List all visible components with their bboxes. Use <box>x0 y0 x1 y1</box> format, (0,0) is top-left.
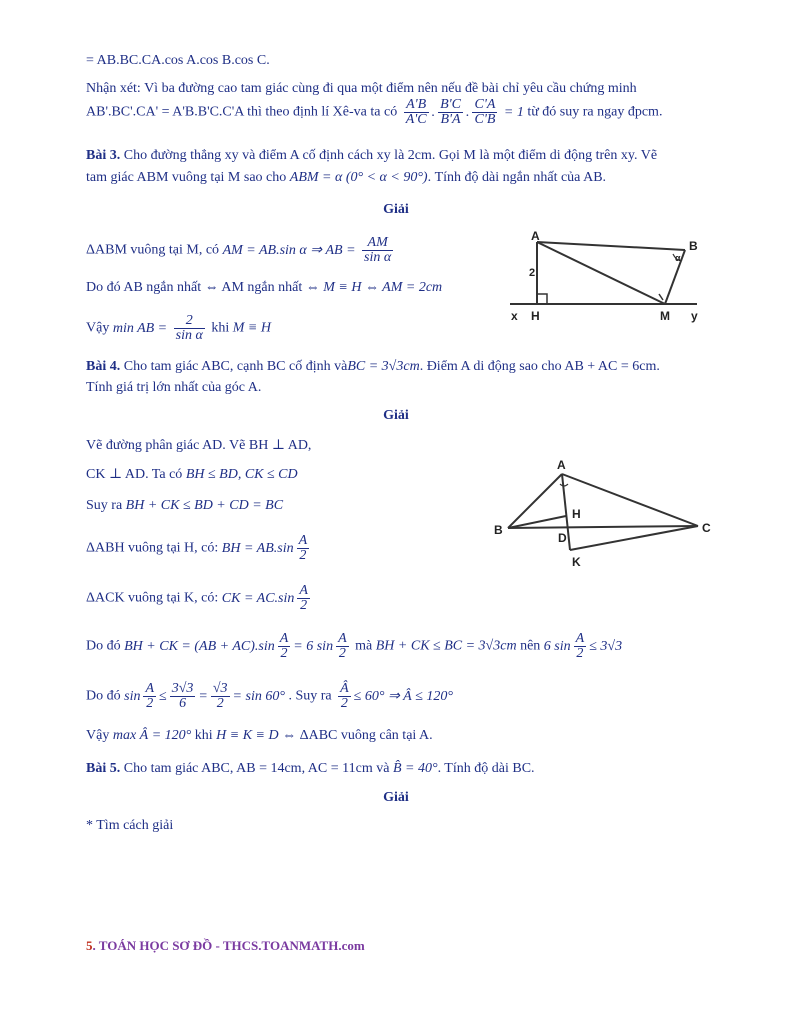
label-B: B <box>689 239 698 253</box>
formula: BH = AB.sin $\frac{A}{2}$ <box>221 533 308 563</box>
bai4-label: Bài 4. <box>86 359 121 374</box>
bai4-statement-1 <box>86 358 660 376</box>
remark-line-2 <box>86 98 662 127</box>
label-A: A <box>531 229 540 243</box>
step-text: ΔACK vuông tại K, có: <box>86 590 219 606</box>
bai4-step-5 <box>86 584 313 613</box>
segment-BC <box>508 526 698 528</box>
formula: BH ≤ BD, CK ≤ CD <box>185 467 298 482</box>
label-C: C <box>702 521 711 535</box>
step-text: CK ⊥ AD. Ta có <box>86 467 183 482</box>
bai5-heading: Giải <box>383 790 409 805</box>
step-text: Do đó <box>86 688 121 704</box>
bai5-hint: * Tìm cách giải <box>86 818 174 833</box>
step-text: Vậy <box>86 728 110 743</box>
bai4-step-4 <box>86 534 312 563</box>
bai4-statement-2: Tính giá trị lớn nhất của góc A. <box>86 380 262 395</box>
bai5-text: . Tính độ dài BC. <box>437 761 535 776</box>
page-footer <box>86 938 365 954</box>
bai4-step-3 <box>86 497 283 515</box>
right-angle-H <box>537 294 547 304</box>
segment-AC <box>562 474 698 526</box>
step-text: khi <box>211 320 230 336</box>
step-text: Suy ra <box>86 498 123 513</box>
formula: B̂ = 40° <box>392 761 438 776</box>
bai3-statement-1 <box>86 147 657 165</box>
label-K: K <box>572 555 581 569</box>
bai3-step-3 <box>86 314 271 343</box>
bai4-text: Cho tam giác ABC, cạnh BC cố định và <box>123 359 348 374</box>
step-text: nên <box>520 638 541 654</box>
bai4-text: . Điểm A di động sao cho AB + AC = 6cm. <box>419 359 660 374</box>
formula: min AB = $\frac{2}{\text{sin α}}$ <box>112 313 203 343</box>
step-text: . Suy ra <box>288 688 332 704</box>
label-H: H <box>531 309 540 323</box>
label-H: H <box>572 507 581 521</box>
label-B: B <box>494 523 503 537</box>
bai4-figure <box>490 456 720 571</box>
step-text: Do đó <box>86 638 121 654</box>
segment-AM <box>537 242 665 304</box>
label-M: M <box>660 309 670 323</box>
label-y: y <box>691 309 698 323</box>
bai5-label: Bài 5. <box>86 761 121 776</box>
segment-AB <box>537 242 685 250</box>
segment-BH <box>508 516 566 528</box>
bai3-heading: Giải <box>383 202 409 217</box>
remark-conclusion: từ đó suy ra ngay đpcm. <box>527 104 663 120</box>
formula: BH + CK ≤ BC = 3√3cm <box>375 638 517 654</box>
bai5-text: Cho tam giác ABC, AB = 14cm, AC = 11cm và <box>123 761 390 776</box>
formula: M ≡ H <box>232 320 271 336</box>
formula: CK = AC.sin $\frac{A}{2}$ <box>221 583 308 613</box>
bai4-heading: Giải <box>383 408 409 423</box>
step-text: Do đó AB ngắn nhất ⇔ AM ngắn nhất <box>86 280 303 295</box>
bai4-step-6 <box>86 632 622 661</box>
remark-text: AB'.BC'.CA' = A'B.B'C.C'A thì theo định lí Xê-va ta có <box>86 104 398 120</box>
label-2: 2 <box>529 267 536 279</box>
bai4-step-2 <box>86 466 298 484</box>
ceva-formula: $\frac{A'B}{A'C}$ . $\frac{B'C}{B'A}$ . $\frac{C'A}{C'B}$ = 1 <box>405 97 528 127</box>
bai3-statement-2 <box>86 169 606 187</box>
bai3-text: . Tính độ dài ngắn nhất của AB. <box>427 170 607 185</box>
segment-AB <box>508 474 562 528</box>
text-line-product: = AB.BC.CA.cos A.cos B.cos C. <box>86 53 270 68</box>
segment-CK <box>570 526 698 550</box>
step-text: Vậy <box>86 320 110 336</box>
formula: sin $\frac{A}{2}$ ≤ $\frac{3√3}{6}$ = $\frac{√3}{2}$ = sin 60° <box>124 681 285 711</box>
formula: AM = AB.sin α ⇒ AB = $\frac{AM}{\text{sin α}}$ <box>222 235 392 265</box>
step-text: ΔABH vuông tại H, có: <box>86 540 219 556</box>
bai3-text: tam giác ABM vuông tại M sao cho <box>86 170 287 185</box>
step-text: khi <box>194 728 213 743</box>
label-x: x <box>511 309 518 323</box>
bai3-label: Bài 3. <box>86 148 121 163</box>
bai4-step-7 <box>86 682 453 711</box>
remark-line-1: Nhận xét: Vì ba đường cao tam giác cùng đi qua một điểm nên nếu đề bài chỉ yêu cầu chứng minh <box>86 81 637 96</box>
label-A: A <box>557 458 566 472</box>
formula: 6 sin $\frac{A}{2}$ ≤ 3√3 <box>543 631 623 661</box>
bai3-figure <box>505 228 705 328</box>
step-text: ΔABC vuông cân tại A. <box>299 728 433 743</box>
formula: max Â = 120° <box>112 728 192 743</box>
bai4-step-8 <box>86 727 433 745</box>
bai3-step-2 <box>86 279 442 297</box>
angle-condition: ABM = α (0° < α < 90°) <box>289 170 428 185</box>
formula: H ≡ K ≡ D ⇔ <box>216 728 297 743</box>
formula: BH + CK = (AB + AC).sin $\frac{A}{2}$ = 6 sin $\frac{A}{2}$ <box>124 631 347 661</box>
footer-text: . TOÁN HỌC SƠ ĐỒ - THCS.TOANMATH.com <box>92 938 365 953</box>
bai3-text: Cho đường thẳng xy và điểm A cố định cách xy là 2cm. Gọi M là một điểm di động trên xy. Vẽ <box>123 148 658 163</box>
bai4-step-1: Vẽ đường phân giác AD. Vẽ BH ⊥ AD, <box>86 438 312 453</box>
bai5-statement <box>86 760 535 778</box>
right-angle-M <box>659 294 663 300</box>
step-text: ΔABM vuông tại M, có <box>86 242 220 258</box>
bai3-step-1 <box>86 236 396 265</box>
formula: $\frac{Â}{2}$ ≤ 60° ⇒ Â ≤ 120° <box>340 681 454 711</box>
formula: ⇔ M ≡ H ⇔ AM = 2cm <box>305 280 443 295</box>
formula: BC = 3√3cm <box>347 359 420 374</box>
label-D: D <box>558 531 567 545</box>
page-number: 5 <box>86 938 93 953</box>
step-text: mà <box>355 638 373 654</box>
label-alpha: α <box>675 253 681 263</box>
formula: BH + CK ≤ BD + CD = BC <box>125 498 284 513</box>
